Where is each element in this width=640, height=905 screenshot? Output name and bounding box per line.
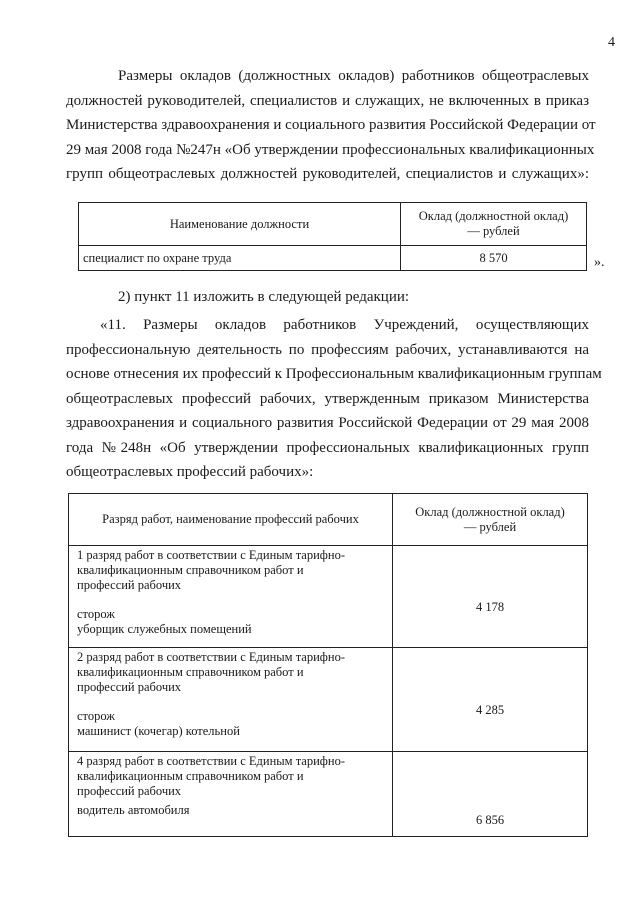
grade-cell [69,648,393,752]
salary-value: 4 285 [475,703,505,717]
salary-cell [393,648,588,752]
clause-line: года №248н «Об утверждении профессиональных квалификационных групп [66,439,589,456]
header-position-text: Наименование должности [169,216,310,231]
grade-desc-line: 4 разряд работ в соответствии с Единым тарифно- [77,754,345,768]
intro-line: Размеры окладов (должностных окладов) работников общеотраслевых [118,68,589,84]
positions-salary-table [78,202,587,271]
job-title: уборщик служебных помещений [77,622,252,636]
intro-line: должностей руководителей, специалистов и служащих, не включенных в приказ [66,92,589,109]
grade-desc-line: квалификационным справочником работ и [77,563,304,577]
grade-desc-line: квалификационным справочником работ и [77,665,304,679]
header-grade-text: Разряд работ, наименование профессий рабочих [102,512,359,526]
salary-value: 4 178 [475,600,505,614]
table-header-row [69,494,588,546]
header-grade [69,494,393,546]
grade-desc-line: 1 разряд работ в соответствии с Единым тарифно- [77,548,345,562]
salary-cell [393,752,588,837]
point-2-text: 2) пункт 11 изложить в следующей редакции: [118,289,410,305]
intro-paragraph [66,64,596,187]
position-name: специалист по охране труда [83,250,232,265]
job-title: сторож [77,607,115,621]
header-salary [393,494,588,546]
header-salary-line1: Оклад (должностной оклад) [415,504,565,519]
table-row [69,752,588,837]
header-salary [401,203,587,246]
grade-desc-line: профессий рабочих [77,680,182,694]
job-title: машинист (кочегар) котельной [77,724,240,738]
salary-value: 8 570 [479,250,508,265]
salary-cell [393,546,588,648]
job-title: водитель автомобиля [77,803,190,817]
clause-line: профессиональную деятельность по профессиям рабочих, устанавливаются на [66,341,589,358]
closing-quote-mark: ». [594,255,605,270]
grade-desc-line: профессий рабочих [77,578,182,592]
clause-11-paragraph [66,313,602,485]
salary-cell [401,246,587,271]
table-row [79,246,587,271]
intro-line: 29 мая 2008 года №247н «Об утверждении профессиональных квалификационных [66,141,595,158]
header-salary-line1: Оклад (должностной оклад) [418,209,569,223]
intro-line: групп общеотраслевых должностей руководителей, специалистов и служащих»: [66,166,589,182]
clause-line: общеотраслевых профессий рабочих»: [66,464,314,480]
table-row [69,648,588,752]
table-header-row [79,203,587,246]
header-salary-line2: — рублей [463,519,517,534]
intro-line: Министерства здравоохранения и социального развития Российской Федерации от [66,117,596,133]
header-salary-line2: — рублей [467,224,520,238]
clause-line: общеотраслевых профессий рабочих, утвержденным приказом Министерства [66,390,589,407]
grade-cell [69,752,393,837]
position-cell [79,246,401,271]
salary-value: 6 856 [475,813,505,827]
table-row [69,546,588,648]
workers-salary-table [68,493,588,837]
grade-desc-line: 2 разряд работ в соответствии с Единым тарифно- [77,650,345,664]
header-position [79,203,401,246]
clause-line: «11. Размеры окладов работников Учреждений, осуществляющих [100,317,589,333]
grade-desc-line: квалификационным справочником работ и [77,769,304,783]
grade-desc-line: профессий рабочих [77,784,182,798]
page-number: 4 [608,35,615,50]
grade-cell [69,546,393,648]
clause-line: здравоохранения и социального развития Российской Федерации от 29 мая 2008 [66,415,589,431]
job-title: сторож [77,709,115,723]
clause-line: основе отнесения их профессий к Профессиональным квалификационным группам [66,366,602,382]
